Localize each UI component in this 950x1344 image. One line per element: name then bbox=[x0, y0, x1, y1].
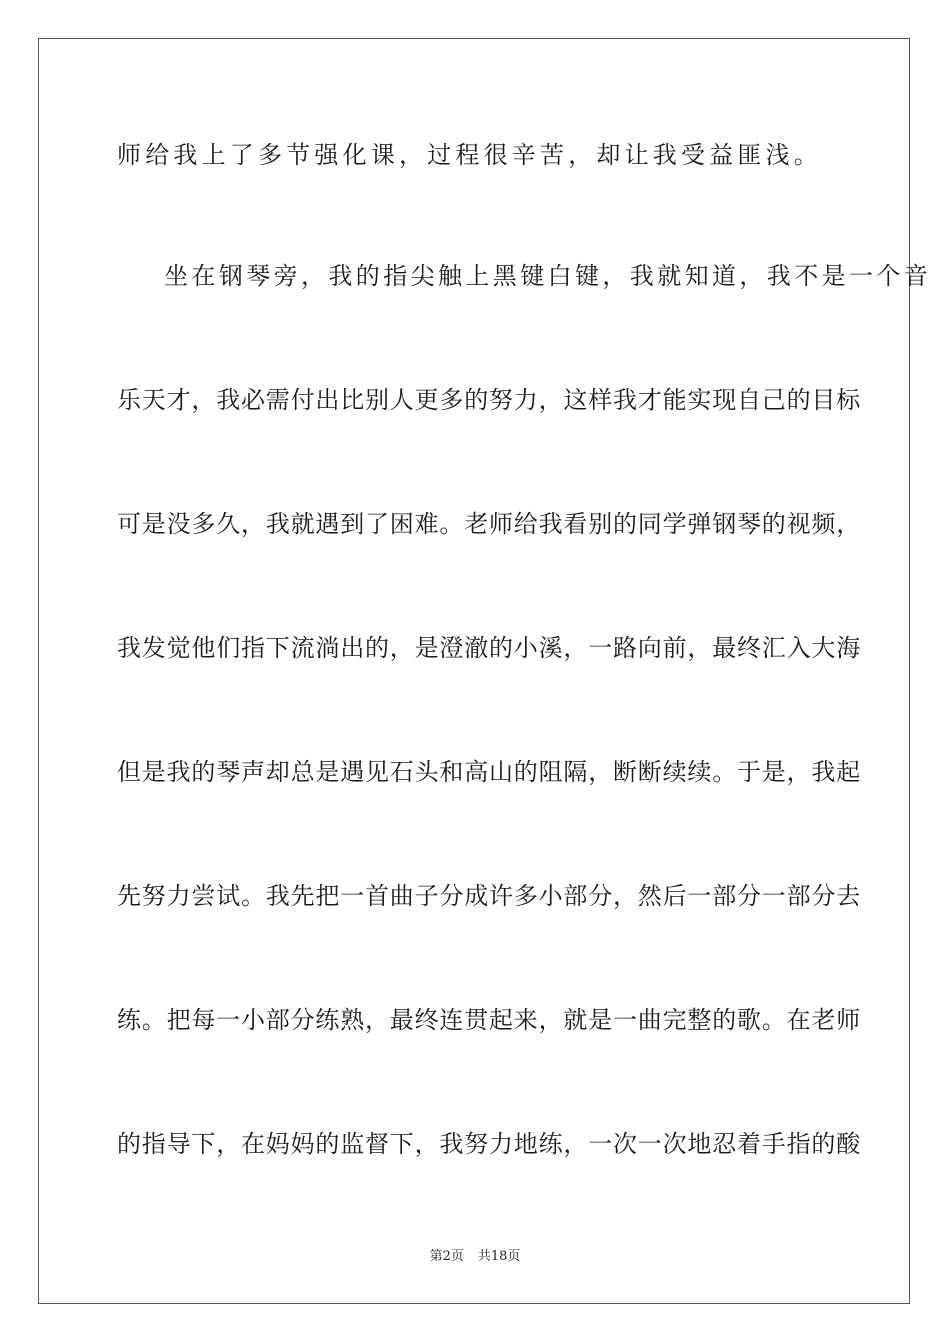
page-footer bbox=[0, 1249, 950, 1265]
page-total: 共18页 bbox=[477, 1249, 521, 1264]
page-number: 第2页 bbox=[429, 1249, 464, 1264]
text-line-9: 的指导下，在妈妈的监督下，我努力地练，一次一次地忍着手指的酸 bbox=[117, 1130, 861, 1158]
text-line-7: 先努力尝试。我先把一首曲子分成许多小部分，然后一部分一部分去 bbox=[117, 882, 861, 910]
text-line-5: 我发觉他们指下流淌出的，是澄澈的小溪，一路向前，最终汇入大海 bbox=[117, 634, 861, 662]
text-line-6: 但是我的琴声却总是遇见石头和高山的阻隔，断断续续。于是，我起 bbox=[117, 758, 861, 786]
text-line-2: 坐在钢琴旁，我的指尖触上黑键白键，我就知道，我不是一个音 bbox=[164, 262, 932, 290]
text-line-1: 师给我上了多节强化课，过程很辛苦，却让我受益匪浅。 bbox=[117, 141, 822, 169]
page-border bbox=[38, 38, 932, 1304]
text-line-8: 练。把每一小部分练熟，最终连贯起来，就是一曲完整的歌。在老师 bbox=[117, 1006, 861, 1034]
text-line-4: 可是没多久，我就遇到了困难。老师给我看别的同学弹钢琴的视频， bbox=[117, 510, 861, 538]
text-line-3: 乐天才，我必需付出比别人更多的努力，这样我才能实现自己的目标 bbox=[117, 386, 861, 414]
